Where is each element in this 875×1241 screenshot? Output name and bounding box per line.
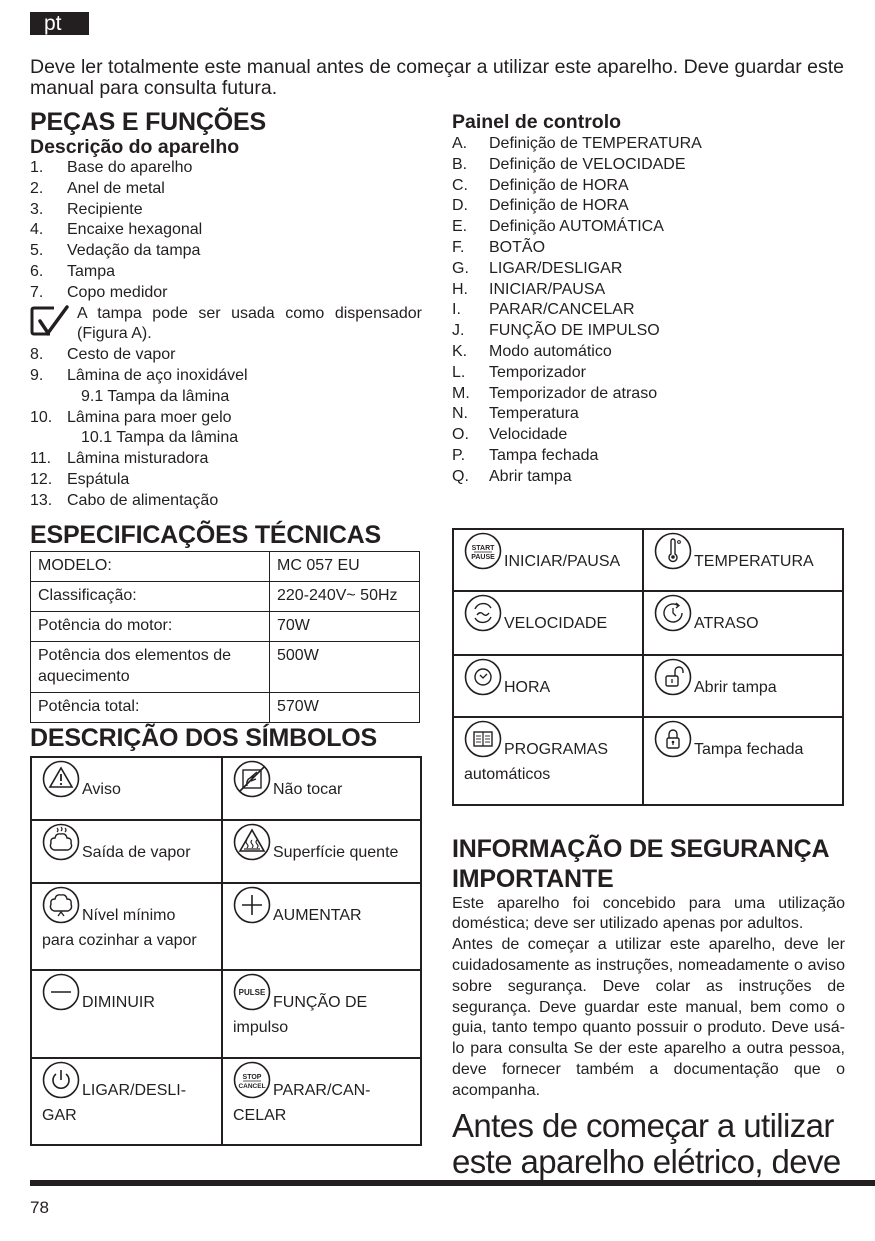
hot-surface-icon	[233, 823, 271, 861]
list-item: J. FUNÇÃO DE IMPULSO	[452, 322, 660, 340]
parts-list-a	[30, 158, 422, 304]
list-subitem: 9.1 Tampa da lâmina	[81, 387, 230, 405]
speed-icon	[464, 594, 502, 632]
do-not-touch-icon	[233, 760, 271, 798]
language-tab: pt	[30, 12, 89, 35]
symbol-cell: LIGAR/DESLI- GAR	[31, 1058, 222, 1145]
list-item: 3. Recipiente	[30, 200, 143, 218]
svg-text:PULSE: PULSE	[238, 987, 266, 997]
list-item: 5. Vedação da tampa	[30, 242, 201, 260]
spec-label: Potência dos elementos de aquecimento	[31, 641, 270, 692]
spec-value: 70W	[270, 611, 420, 641]
pulse-icon	[233, 973, 271, 1011]
large-heading-text: Antes de começar a utilizar este aparelho elétrico, deve	[452, 1106, 841, 1180]
list-item: F. BOTÃO	[452, 238, 546, 256]
list-item: 4. Encaixe hexagonal	[30, 221, 203, 239]
list-item: 12. Espátula	[30, 470, 130, 488]
parts-subtitle: Descrição do aparelho	[30, 136, 240, 158]
panel-icon-cell: ATRASO	[643, 591, 843, 655]
table-row	[31, 581, 420, 611]
panel-icon-cell: TEMPERATURA	[643, 529, 843, 591]
symbol-cell: PULSE FUNÇÃO DE impulso	[222, 970, 421, 1058]
table-row	[453, 591, 843, 655]
stop-cancel-icon	[233, 1061, 271, 1099]
symbol-cell: Saída de vapor	[31, 820, 222, 883]
symbols-table	[30, 756, 422, 1146]
spec-value: MC 057 EU	[270, 551, 420, 581]
svg-text:PAUSE: PAUSE	[471, 553, 495, 561]
list-item: 6. Tampa	[30, 262, 116, 280]
table-row	[31, 883, 421, 970]
symbol-cell: Aviso	[31, 757, 222, 820]
book-icon	[464, 720, 502, 758]
spec-label: Potência total:	[31, 692, 270, 722]
plus-icon	[233, 886, 271, 924]
spec-label: Potência do motor:	[31, 611, 270, 641]
list-item: N. Temperatura	[452, 405, 579, 423]
spec-value: 570W	[270, 692, 420, 722]
spec-label: MODELO:	[31, 551, 270, 581]
min-steam-level-icon	[42, 886, 80, 924]
list-item: A. Definição de TEMPERATURA	[452, 135, 702, 152]
thermometer-icon	[654, 532, 692, 570]
table-row	[31, 757, 421, 820]
list-item: 2. Anel de metal	[30, 179, 165, 197]
parts-title: PEÇAS E FUNÇÕES	[30, 108, 266, 136]
table-row	[31, 970, 421, 1058]
spec-label: Classificação:	[31, 581, 270, 611]
safety-section	[452, 834, 845, 1180]
safety-paragraph-2: Antes de começar a utilizar este aparelho, deve ler cuidadosamente as instruções, nomeadamente o aviso sobre segurança. Deve colar as instruções de segurança. Deve guardar este manual, bem como o guia, tanto tempo quanto possuir o produto. Deve usá-lo para consulta Se der este aparelho a outra pessoa, deve fornecer também a documentação que o acompanha.	[452, 936, 845, 1099]
svg-text:CANCEL: CANCEL	[238, 1082, 266, 1090]
list-item: G. LIGAR/DESLIGAR	[452, 259, 623, 277]
symbol-cell: DIMINUIR	[31, 970, 222, 1058]
panel-icon-cell: START PAUSE INICIAR/PAUSA	[453, 529, 643, 591]
list-item: 8. Cesto de vapor	[30, 346, 176, 364]
note-text: A tampa pode ser usada como dispensador (Figura A).	[77, 304, 422, 343]
panel-icon-cell: VELOCIDADE	[453, 591, 643, 655]
panel-list	[452, 134, 845, 488]
panel-icon-cell: PROGRAMAS automáticos	[453, 717, 643, 805]
list-item: K. Modo automático	[452, 342, 612, 360]
symbol-cell: Superfície quente	[222, 820, 421, 883]
list-item: P. Tampa fechada	[452, 446, 599, 464]
table-row	[31, 692, 420, 722]
symbol-cell: Nível mínimo para cozinhar a vapor	[31, 883, 222, 970]
table-row	[453, 655, 843, 717]
list-item: L. Temporizador	[452, 363, 586, 381]
panel-icon-cell: HORA	[453, 655, 643, 717]
power-icon	[42, 1061, 80, 1099]
list-item: 1. Base do aparelho	[30, 159, 193, 176]
list-item: Q. Abrir tampa	[452, 467, 572, 485]
list-item: 9. Lâmina de aço inoxidável	[30, 366, 248, 384]
list-item: E. Definição AUTOMÁTICA	[452, 218, 664, 236]
parts-list-b	[30, 345, 422, 511]
symbols-title: DESCRIÇÃO DOS SÍMBOLOS	[30, 723, 378, 752]
symbol-cell: STOP CANCEL PARAR/CAN- CELAR	[222, 1058, 421, 1145]
specs-title: ESPECIFICAÇÕES TÉCNICAS	[30, 520, 382, 549]
spec-value: 220-240V~ 50Hz	[270, 581, 420, 611]
page-number: 78	[30, 1198, 49, 1217]
table-row	[31, 1058, 421, 1145]
delay-icon	[654, 594, 692, 632]
table-row	[31, 820, 421, 883]
list-item: M. Temporizador de atraso	[452, 384, 658, 402]
list-item: I. PARAR/CANCELAR	[452, 301, 635, 319]
panel-icon-cell: Abrir tampa	[643, 655, 843, 717]
intro-text: Deve ler totalmente este manual antes de começar a utilizar este aparelho. Deve guardar este manual para consulta futura.	[30, 56, 845, 99]
footer-divider	[30, 1180, 875, 1186]
specs-table	[30, 551, 420, 723]
list-item: 11. Lâmina misturadora	[30, 450, 209, 468]
table-row	[453, 529, 843, 591]
start-pause-icon	[464, 532, 502, 570]
list-item: B. Definição de VELOCIDADE	[452, 155, 686, 173]
left-column	[30, 108, 422, 1146]
symbol-cell: Não tocar	[222, 757, 421, 820]
symbol-cell: AUMENTAR	[222, 883, 421, 970]
safety-paragraph-1: Este aparelho foi concebido para uma utilização doméstica; deve ser utilizado apenas por adultos.	[452, 894, 845, 933]
safety-title: INFORMAÇÃO DE SEGURANÇA IMPORTANTE	[452, 834, 830, 893]
panel-title: Painel de controlo	[452, 111, 622, 133]
unlock-icon	[654, 658, 692, 696]
right-column	[452, 108, 845, 1180]
list-item: 13. Cabo de alimentação	[30, 491, 219, 509]
minus-icon	[42, 973, 80, 1011]
table-row	[453, 717, 843, 805]
list-item: O. Velocidade	[452, 426, 568, 444]
table-row	[31, 641, 420, 692]
list-subitem: 10.1 Tampa da lâmina	[81, 429, 239, 447]
clock-icon	[464, 658, 502, 696]
svg-text:START: START	[471, 544, 495, 552]
list-item: C. Definição de HORA	[452, 176, 629, 194]
list-item: D. Definição de HORA	[452, 197, 629, 215]
panel-icons-table	[452, 528, 844, 806]
spec-value: 500W	[270, 641, 420, 692]
steam-outlet-icon	[42, 823, 80, 861]
table-row	[31, 611, 420, 641]
lock-icon	[654, 720, 692, 758]
list-item: H. INICIAR/PAUSA	[452, 280, 606, 298]
checkmark-note-icon	[30, 305, 70, 339]
note-block	[30, 304, 422, 346]
svg-text:STOP: STOP	[242, 1073, 262, 1081]
warning-icon	[42, 760, 80, 798]
table-row	[31, 551, 420, 581]
list-item: 10. Lâmina para moer gelo	[30, 408, 232, 426]
panel-icon-cell: Tampa fechada	[643, 717, 843, 805]
list-item: 7. Copo medidor	[30, 283, 168, 301]
